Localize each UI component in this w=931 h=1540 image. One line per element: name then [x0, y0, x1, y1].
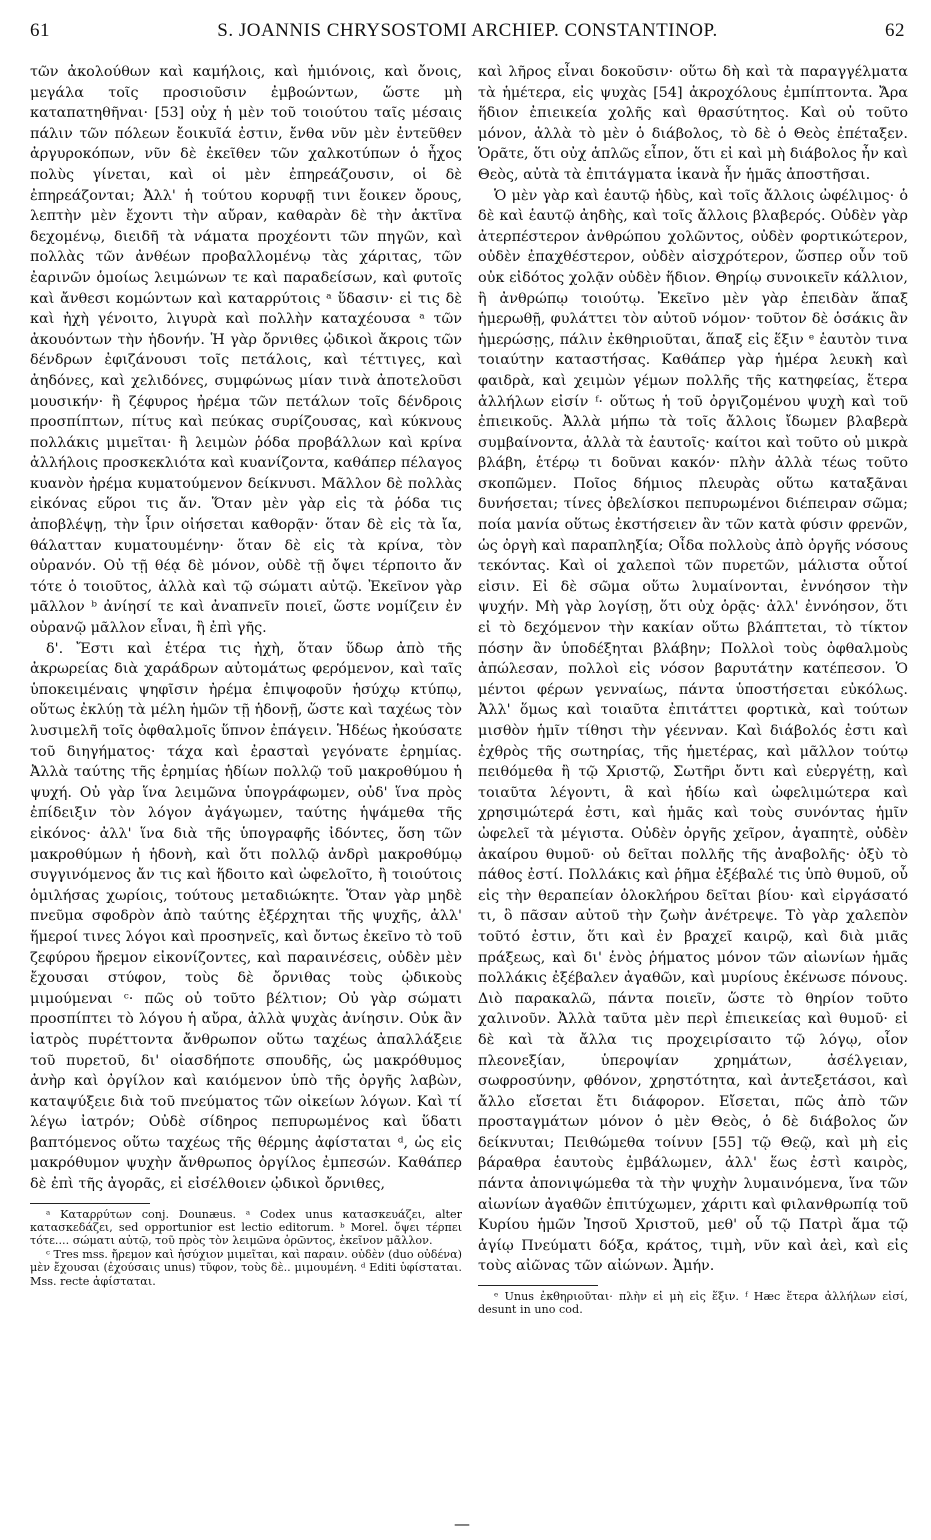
left-paragraph: δ'. Ἔστι καὶ ἑτέρα τις ἠχὴ, ὅταν ὕδωρ ἀπὸ τῆς ἀκρωρείας διὰ χαράδρων αὐτομάτως φερόμενον, καὶ ταῖς ὑποκειμέναις ψηφῖσιν ἠρέμα ἐπιψοφοῦν ἡσύχῳ κτύπῳ, οὕτως ἐκλύῃ τὰ μέλη ἡμῶν τῇ ἡδονῇ, ὥστε καὶ ταχέως τὸν λυσιμελῆ τοῖς ὀφθαλμοῖς ὕπνον ἐπάγειν. Ἡδέως ἠκούσατε τοῦ διηγήματος· τάχα καὶ ἐρασταὶ γεγόνατε ἐρημίας. Ἀλλὰ ταύτης τῆς ἐρημίας ἡδίων πολλῷ τοῦ μακροθύμου ἡ ψυχή. Οὐ γὰρ ἵνα λειμῶνα ὑπογράφωμεν, οὐδ' ἵνα πρὸς ἐπίδειξιν τὸν λόγον ἀγάγωμεν, ταύτης ἡψάμεθα τῆς εἰκόνος· ἀλλ' ἵνα διὰ τῆς ὑπογραφῆς ἰδόντες, ὅση τῶν μακροθύμων ἡ ἡδονὴ, καὶ ὅτι πολλῷ ἀνδρὶ μακροθύμῳ συγγινόμενος ἄν τις καὶ ἥδοιτο καὶ ὠφελοῖτο, ἢ τοιούτοις ὁμιλήσας χωρίοις, τούτους μεταδιώκητε. Ὅταν γὰρ μηδὲ πνεῦμα σφοδρὸν ἀπὸ ταύτης ἐξέρχηται τῆς ψυχῆς, ἀλλ' ἥμεροί τινες λόγοι καὶ προσηνεῖς, καὶ ὄντως ἐκεῖνο τὸ τοῦ ζεφύρου ἤρεμον εἰκονίζοντες, καὶ παραινέσεις, οὐδὲν μὲν ἔχουσαι στύφον, τοὺς δὲ ὄρνιθας τοὺς ᾠδικοὺς μιμούμεναι ᶜ· πῶς οὐ τοῦτο βέλτιον; Οὐ γὰρ σώματι προσπίπτει τὸ λόγου ἡ αὔρα, ἀλλὰ ψυχὰς ἀνίησιν. Οὐκ ἂν ἰατρὸς πυρέττοντα ἄνθρωπον οὕτω ταχέως ἀπαλλάξειε τοῦ πυρετοῦ, δι' οἱασδήποτε σπουδῆς, ὡς μακρόθυμος ἀνὴρ καὶ ὀργίλον καὶ καιόμενον ὑπὸ τῆς ὀργῆς λαβὼν, καταψύξειε διὰ τοῦ πνεύματος τῶν οἰκείων λόγων. Καὶ τί λέγω ἰατρόν; Οὐδὲ σίδηρος πεπυρωμένος καὶ ὕδατι βαπτόμενος οὕτω ταχέως τῆς θέρμης ἀφίσταται ᵈ, ὡς εἰς μακρόθυμον ψυχὴν ἄνθρωπος ὀργίλος ἐμπεσών. Καθάπερ δὲ ἐπὶ τῆς ἀγορᾶς, εἰ εἰσέλθοιεν ᾠδικοὶ ὄρνιθες,: [30, 640, 462, 1193]
footnote-rule: [478, 1285, 598, 1286]
footnote: ᶜ Tres mss. ἤρεμον καὶ ἡσύχιον μιμεῖται, καὶ παραιν. οὐδὲν (duo οὐδένα) μὲν ἔχουσαι (ἐχούσαις unus) τῦφον, τοὺς δὲ.. μιμουμένη. ᵈ Editi ὑφίσταται. Mss. recte ἀφίσταται.: [30, 1247, 462, 1288]
left-paragraph: τῶν ἀκολούθων καὶ καμήλοις, καὶ ἡμιόνοις, καὶ ὄνοις, μεγάλα τοῖς προσιοῦσιν ἐμβοώντων, ὥστε μὴ καταπατηθῆναι· [53] οὐχ ἡ μὲν τοῦ τοιούτου ταῖς μέσαις πάλιν τῶν πόλεων ἔοικυῖά ἐστιν, ἔνθα νῦν μὲν ἐντεῦθεν ἀργυροκόπων, νῦν δὲ ἐκεῖθεν τῶν χαλκοτύπων ὁ ἦχος πολὺς γίνεται, καὶ οἱ μὲν ἐπηρεάζουσιν, οἱ δὲ ἐπηρεάζονται; Ἀλλ' ἡ τούτου κορυφῇ τινι ἔοικεν ὄρους, λεπτὴν μὲν ἔχοντι τὴν αὔραν, καθαρὰν δὲ τὴν ἀκτῖνα δεχομένῳ, διειδῆ τὰ νάματα προχέοντι τῶν πηγῶν, καὶ πολλὰς τῶν ἀνθέων προβαλλομένῳ τὰς χάριτας, τῶν ἐαρινῶν ὁμοίως λειμώνων τε καὶ παραδείσων, καὶ φυτοῖς καὶ ἄνθεσι κομώντων καὶ καταρρύτοις ᵃ ὕδασιν· εἰ τις δὲ καὶ ἠχὴ γένοιτο, λιγυρὰ καὶ πολλὴν καταχέουσα ᵃ τῶν ἀκουόντων τὴν ἡδονήν. Ἡ γὰρ ὄρνιθες ᾠδικοὶ ἄκροις τῶν δένδρων ἐφιζάνουσι τοῖς πετάλοις, καὶ τέττιγες, καὶ ἀηδόνες, καὶ χελιδόνες, συμφώνως μίαν τινὰ ἀποτελοῦσι μουσικήν· ἢ ζέφυρος ἠρέμα τῶν πετάλων τοῖς δένδροις προσπίπτων, πίτυς καὶ πεύκας συρίζουσας, καὶ κύκνους πολλάκις μιμεῖται· ἢ λειμὼν ῥόδα προβάλλων καὶ κρίνα ἀλλήλοις προσκεκλιότα καὶ κυανίζοντα, καθάπερ πέλαγος κυανὸν ἠρέμα κυματούμενον δείκνυσι. Μᾶλλον δὲ πολλὰς εἰκόνας εὕροι τις ἄν. Ὅταν μὲν γὰρ εἰς τὰ ῥόδα τις ἀποβλέψῃ, τὴν ἶριν οἰήσεται καθορᾷν· ὅταν δὲ εἰς τὰ ἴα, θάλατταν κυματουμένην· ὅταν δὲ εἰς τὰ κρίνα, τὸν οὐρανόν. Οὐ τῇ θέᾳ δὲ μόνον, οὐδὲ τῇ ὄψει τέρποιτο ἄν τότε ὁ τοιοῦτος, ἀλλὰ καὶ τῷ σώματι αὐτῷ. Ἐκεῖνον γὰρ μᾶλλον ᵇ ἀνίησί τε καὶ ἀναπνεῖν ποιεῖ, ὥστε νομίζειν ἐν οὐρανῷ μᾶλλον εἶναι, ἢ ἐπὶ γῆς.: [30, 64, 462, 637]
running-header: [30, 20, 905, 46]
footnote: ᵉ Unus ἐκθηριοῦται· πλὴν εἰ μὴ εἰς ἕξιν. ᶠ Hæc ἕτερα ἀλλήλων εἰσί, desunt in uno cod.: [478, 1290, 908, 1317]
right-paragraph: καὶ λῆρος εἶναι δοκοῦσιν· οὕτω δὴ καὶ τὰ παραγγέλματα τὰ ἡμέτερα, εἰς ψυχὰς [54] ἀκροχόλους ἐμπίπτοντα. Ἄρα ἥδιον ἐπιεικεία χολῆς καὶ θρασύτητος. Καὶ οὐ τοῦτο μόνον, ἀλλὰ τὸ μὲν ὁ διάβολος, τὸ δὲ ὁ Θεὸς ἐπέταξεν. Ὁρᾶτε, ὅτι οὐχ ἁπλῶς εἶπον, ὅτι εἰ καὶ μὴ διάβολος ἦν καὶ Θεὸς, αὐτὰ τὰ ἐπιτάγματα ἱκανὰ ἦν ἡμᾶς ἀποστῆσαι.: [478, 64, 908, 183]
footnote: ᵃ Καταρρύτων conj. Dounæus. ᵃ Codex unus κατασκευάζει, alter κατασκεδάζει, sed opportunior est lectio editorum. ᵇ Morel. ὄψει τέρπει τότε.... σώματι αὐτῷ, τοῦ πρὸς τὸν λειμῶνα ὁρῶντος, ἐκεῖνον μᾶλλον.: [30, 1207, 462, 1248]
footnote-rule: [30, 1203, 150, 1204]
page-number-left: 61: [30, 20, 50, 41]
page-number-right: 62: [885, 20, 905, 41]
bottom-mark: —: [454, 1514, 470, 1533]
right-paragraph: Ὁ μὲν γὰρ καὶ ἑαυτῷ ἡδὺς, καὶ τοῖς ἄλλοις ὠφέλιμος· ὁ δὲ καὶ ἑαυτῷ ἀηδὴς, καὶ τοῖς ἄλλοις βλαβερός. Οὐδὲν γὰρ ἀτερπέστερον ἀνθρώπου χολῶντος, οὐδὲν φορτικώτερον, οὐδὲν ἐπαχθέστερον, οὐδὲν αἰσχρότερον, ὥσπερ οὖν τοῦ οὐκ εἰδότος χολᾷν οὐδὲν ἥδιον. Θηρίῳ συνοικεῖν κάλλιον, ἢ ἀνθρώπῳ τοιούτῳ. Ἐκεῖνο μὲν γὰρ ἐπειδὰν ἅπαξ ἡμερωθῇ, φυλάττει τὸν αὐτοῦ νόμον· τοῦτον δὲ ὁσάκις ἂν ἡμερώσῃς, πάλιν ἐκθηριοῦται, ἅπαξ εἰς ἕξιν ᵉ ἑαυτὸν τινα τοιαύτην καταστήσας. Καθάπερ γὰρ ἡμέρα λευκὴ καὶ φαιδρὰ, καὶ χειμὼν γέμων πολλῆς τῆς κατηφείας, ἕτερα ἀλλήλων εἰσίν ᶠ· οὕτως ἡ τοῦ ὀργιζομένου ψυχὴ καὶ τοῦ ἐπιεικοῦς. Ἀλλὰ μήπω τὰ τοῖς ἄλλοις ἴδωμεν βλαβερὰ συμβαίνοντα, ἀλλὰ τὰ ἑαυτοῖς· καίτοι καὶ τοῦτο οὐ μικρὰ βλάβη, ἑτέρῳ τι δοῦναι κακόν· πλὴν ἀλλὰ τέως τοῦτο σκοπῶμεν. Ποῖος δήμιος πλευρὰς οὕτω καταξᾶναι δυνήσεται; τίνες ὀβελίσκοι πεπυρωμένοι διέπειραν σῶμα; ποία μανία οὕτως ἐκστήσειεν ἂν τῶν κατὰ φύσιν φρενῶν, ὡς ὀργὴ καὶ παραπληξία; Οἶδα πολλοὺς ἀπὸ ὀργῆς νόσους τεκόντας. Καὶ οἱ χαλεποὶ τῶν πυρετῶν, μάλιστα οὗτοί εἰσιν. Εἰ δὲ σῶμα οὕτω λυμαίνονται, ἐννόησον τὴν ψυχήν. Μὴ γὰρ λογίσῃ, ὅτι οὐχ ὁρᾷς· ἀλλ' ἐννόησον, ὅτι εἰ τὸ δεχόμενον τὴν κακίαν οὕτω βλάπτεται, τὸ τίκτον πόσην ἂν ὑποδέξηται βλάβην; Πολλοὶ τοὺς ὀφθαλμοὺς ἀπώλεσαν, πολλοὶ εἰς νόσον βαρυτάτην κατέπεσον. Ὁ μέντοι φέρων γενναίως, πάντα ὑποστήσεται εὐκόλως. Ἀλλ' ὅμως καὶ τοιαῦτα ἐπιτάττει φορτικὰ, καὶ τούτων μισθὸν ἡμῖν τίθησι τὴν γέενναν. Καὶ διάβολός ἐστι καὶ ἐχθρὸς τῆς σωτηρίας, τῆς ἡμετέρας, καὶ μᾶλλον τούτῳ πειθόμεθα ἢ τῷ Χριστῷ, Σωτῆρι ὄντι καὶ εὐεργέτῃ, καὶ τοιαῦτα λέγοντι, ἃ καὶ ἡδίω καὶ ὠφελιμώτερα καὶ χρησιμώτερά ἐστι, καὶ ἡμᾶς καὶ τοὺς συνόντας ἡμῖν ὠφελεῖ τὰ μέγιστα. Οὐδὲν ὀργῆς χεῖρον, ἀγαπητὲ, οὐδὲν ἀκαίρου θυμοῦ· οὐ δεῖται πολλῆς τῆς ἀναβολῆς· ὀξὺ τὸ πάθος ἐστί. Πολλάκις καὶ ῥῆμα ἐξέβαλέ τις ὑπὸ θυμοῦ, οὗ εἰς τὴν θεραπείαν ὁλοκλήρου δεῖται βίου· καὶ εἰργάσατό τι, ὃ πᾶσαν αὐτοῦ τὴν ζωὴν ἀνέτρεψε. Τὸ γὰρ χαλεπὸν τοῦτό ἐστιν, ὅτι καὶ ἐν βραχεῖ καιρῷ, καὶ διὰ μιᾶς πράξεως, καὶ δι' ἑνὸς ῥήματος μόνον τῶν αἰωνίων ἡμᾶς πολλάκις ἐξέβαλεν ἀγαθῶν, καὶ μυρίους ἐκένωσε πόνους. Διὸ παρακαλῶ, πάντα ποιεῖν, ὥστε τὸ θηρίον τοῦτο χαλινοῦν. Ἀλλὰ ταῦτα μὲν περὶ ἐπιεικείας καὶ θυμοῦ· εἰ δὲ καὶ τὰ ἄλλα τις προχειρίσαιτο τῷ λόγῳ, οἷον πλεονεξίαν, ὑπεροψίαν χρημάτων, ἀσέλγειαν, σωφροσύνην, φθόνον, χρηστότητα, καὶ ἀντεξετάσοι, καὶ ἄλλο εἴσεται ἔτι διάφορον. Εἴσεται, πῶς ἀπὸ τῶν προσταγμάτων μόνον ὁ μὲν Θεὸς, ὁ δὲ διάβολος ὤν δείκνυται; Πειθώμεθα τοίνυν [55] τῷ Θεῷ, καὶ μὴ εἰς βάραθρα ἑαυτοὺς ἐμβάλωμεν, ἀλλ' ἕως ἐστὶ καιρὸς, πάντα ἀπονιψώμεθα τὰ τὴν ψυχὴν λυμαινόμενα, ἵνα τῶν αἰωνίων ἀγαθῶν ἐπιτύχωμεν, χάριτι καὶ φιλανθρωπίᾳ τοῦ Κυρίου ἡμῶν Ἰησοῦ Χριστοῦ, μεθ' οὗ τῷ Πατρὶ ἅμα τῷ ἁγίῳ Πνεύματι δόξα, κράτος, τιμὴ, νῦν καὶ ἀεὶ, καὶ εἰς τοὺς αἰῶνας τῶν αἰώνων. Ἀμήν.: [478, 187, 908, 1275]
running-title: S. JOANNIS CHRYSOSTOMI ARCHIEP. CONSTANTINOP.: [217, 20, 718, 41]
left-column: [30, 62, 462, 1288]
right-column: [478, 62, 908, 1317]
